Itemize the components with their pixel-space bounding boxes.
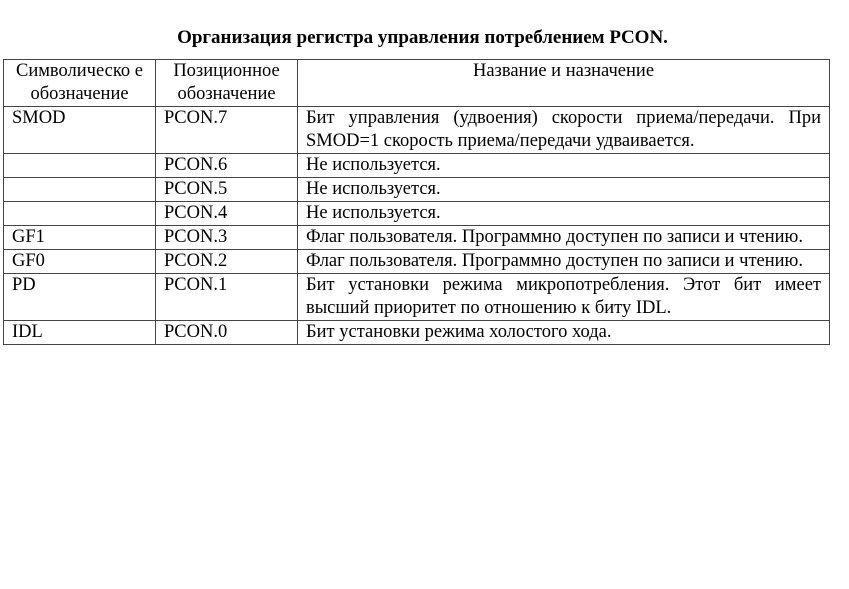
symbol-cell: GF1 — [4, 226, 156, 250]
table-row — [4, 274, 830, 321]
symbol-cell — [4, 154, 156, 178]
description-cell: Флаг пользователя. Программно доступен по записи и чтению. — [298, 250, 830, 274]
symbol-cell: SMOD — [4, 107, 156, 154]
description-cell: Флаг пользователя. Программно доступен по записи и чтению. — [298, 226, 830, 250]
description-cell: Бит установки режима микропотребления. Этот бит имеет высший приоритет по отношению к биту IDL. — [298, 274, 830, 321]
table-row — [4, 178, 830, 202]
position-cell: PCON.1 — [156, 274, 298, 321]
table-row — [4, 250, 830, 274]
header-description: Название и назначение — [298, 60, 830, 107]
description-cell: Не используется. — [298, 202, 830, 226]
document-title: Организация регистра управления потреблением PCON. — [177, 27, 668, 48]
symbol-cell — [4, 202, 156, 226]
position-cell: PCON.2 — [156, 250, 298, 274]
table-header-row — [4, 60, 830, 107]
symbol-cell: GF0 — [4, 250, 156, 274]
position-cell: PCON.3 — [156, 226, 298, 250]
description-cell: Бит управления (удвоения) скорости приема/передачи. При SMOD=1 скорость приема/передачи удваивается. — [298, 107, 830, 154]
position-cell: PCON.6 — [156, 154, 298, 178]
description-cell: Бит установки режима холостого хода. — [298, 321, 830, 345]
symbol-cell — [4, 178, 156, 202]
description-cell: Не используется. — [298, 178, 830, 202]
header-symbolic: Символическо е обозначение — [4, 60, 156, 107]
table-row — [4, 107, 830, 154]
symbol-cell: PD — [4, 274, 156, 321]
table-row — [4, 226, 830, 250]
table-row — [4, 321, 830, 345]
position-cell: PCON.0 — [156, 321, 298, 345]
position-cell: PCON.7 — [156, 107, 298, 154]
position-cell: PCON.5 — [156, 178, 298, 202]
position-cell: PCON.4 — [156, 202, 298, 226]
table-row — [4, 202, 830, 226]
header-positional: Позиционное обозначение — [156, 60, 298, 107]
description-cell: Не используется. — [298, 154, 830, 178]
table-row — [4, 154, 830, 178]
pcon-register-table — [3, 59, 830, 345]
symbol-cell: IDL — [4, 321, 156, 345]
